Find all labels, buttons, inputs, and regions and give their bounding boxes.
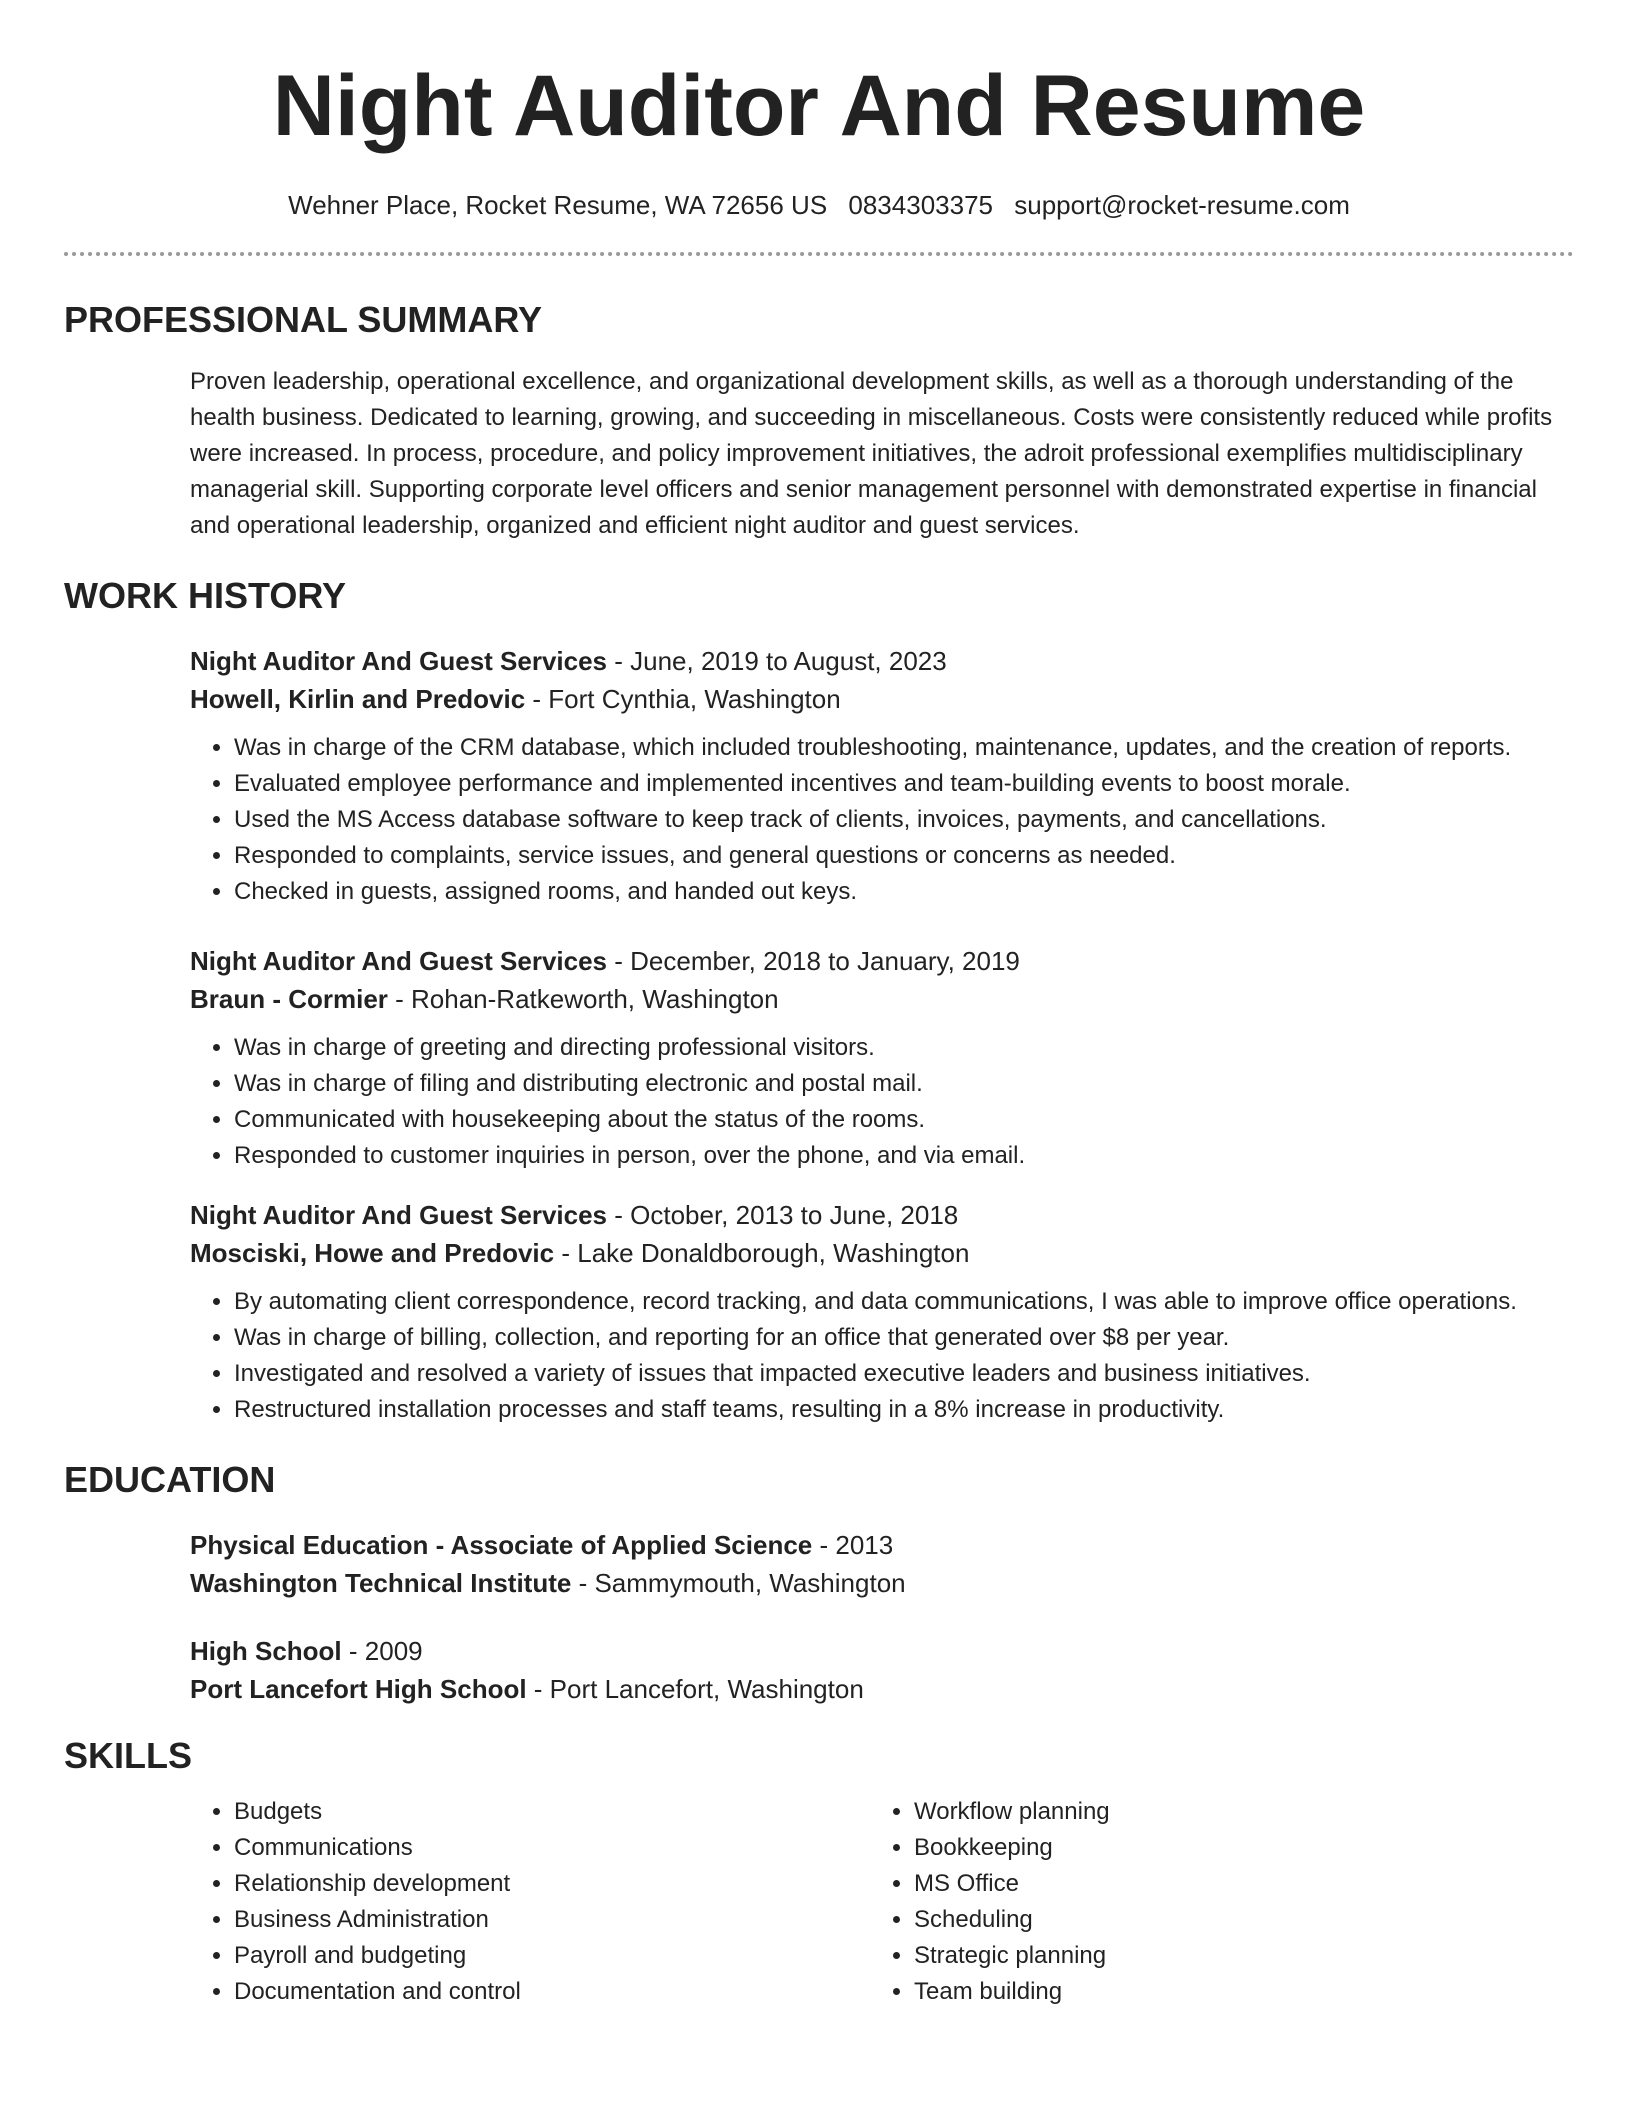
summary-section bbox=[64, 298, 1574, 544]
job-bullet: • Responded to complaints, service issues, and general questions or concerns as needed. bbox=[234, 838, 1574, 874]
education-school: Washington Technical Institute bbox=[190, 1568, 572, 1598]
job-title-line bbox=[190, 1196, 1574, 1234]
skill-item: • Business Administration bbox=[234, 1902, 870, 1938]
education-school-line bbox=[190, 1564, 1574, 1602]
education-school-line bbox=[190, 1670, 1574, 1708]
job-company-line bbox=[190, 1234, 1574, 1272]
contact-email: support@rocket-resume.com bbox=[1014, 190, 1350, 220]
job-title-line bbox=[190, 642, 1574, 680]
skills-columns bbox=[190, 1794, 1574, 2010]
contact-phone: 0834303375 bbox=[848, 190, 993, 220]
resume-name: Night Auditor And Resume bbox=[272, 58, 1366, 154]
education-degree-line bbox=[190, 1526, 1574, 1564]
summary-text: Proven leadership, operational excellence, and organizational development skills, as well as a thorough understanding of the health business. Dedicated to learning, growing, and succeeding in miscellaneous. Costs were consistently reduced while profits were increased. In process, procedure, and policy improvement initiatives, the adroit professional exemplifies multidisciplinary managerial skill. Supporting corporate level officers and senior management personnel with demonstrated expertise in financial and operational leadership, organized and efficient night auditor and guest services. bbox=[190, 368, 1553, 539]
job-bullets bbox=[190, 1030, 1574, 1174]
job-bullets bbox=[190, 730, 1574, 910]
education-school: Port Lancefort High School bbox=[190, 1674, 527, 1704]
skills-section bbox=[64, 1734, 1574, 2010]
skills-list bbox=[190, 1794, 870, 2010]
job-company: Mosciski, Howe and Predovic bbox=[190, 1238, 555, 1268]
skills-column-right bbox=[870, 1794, 1550, 2010]
job-bullet: • Was in charge of billing, collection, and reporting for an office that generated over $8 per year. bbox=[234, 1320, 1574, 1356]
job-title-line bbox=[190, 942, 1574, 980]
job-bullet: • Responded to customer inquiries in person, over the phone, and via email. bbox=[234, 1138, 1574, 1174]
job-entry bbox=[190, 942, 1574, 1174]
education-section bbox=[64, 1458, 1574, 1708]
job-location: - Rohan-Ratkeworth, Washington bbox=[387, 984, 779, 1014]
job-bullet: • Investigated and resolved a variety of issues that impacted executive leaders and business initiatives. bbox=[234, 1356, 1574, 1392]
job-bullet: • Used the MS Access database software to keep track of clients, invoices, payments, and cancellations. bbox=[234, 802, 1574, 838]
job-company: Howell, Kirlin and Predovic bbox=[190, 684, 526, 714]
job-dates: - December, 2018 to January, 2019 bbox=[607, 946, 1020, 976]
job-company: Braun - Cormier bbox=[190, 984, 388, 1014]
skill-item: • Bookkeeping bbox=[914, 1830, 1550, 1866]
education-degree-line bbox=[190, 1632, 1574, 1670]
education-entry bbox=[190, 1526, 1574, 1602]
skill-item: • Payroll and budgeting bbox=[234, 1938, 870, 1974]
education-entry bbox=[190, 1632, 1574, 1708]
education-location: - Sammymouth, Washington bbox=[571, 1568, 906, 1598]
education-degree: High School bbox=[190, 1636, 342, 1666]
job-bullet: • Communicated with housekeeping about the status of the rooms. bbox=[234, 1102, 1574, 1138]
job-company-line bbox=[190, 680, 1574, 718]
header-divider bbox=[64, 252, 1574, 256]
job-entry bbox=[190, 642, 1574, 910]
skill-item: • Strategic planning bbox=[914, 1938, 1550, 1974]
job-bullet: • By automating client correspondence, record tracking, and data communications, I was able to improve office operations. bbox=[234, 1284, 1574, 1320]
job-location: - Lake Donaldborough, Washington bbox=[554, 1238, 970, 1268]
education-location: - Port Lancefort, Washington bbox=[526, 1674, 864, 1704]
resume-page bbox=[64, 0, 1574, 2010]
education-year: - 2013 bbox=[812, 1530, 894, 1560]
skills-column-left bbox=[190, 1794, 870, 2010]
job-bullet: • Evaluated employee performance and implemented incentives and team-building events to boost morale. bbox=[234, 766, 1574, 802]
job-dates: - October, 2013 to June, 2018 bbox=[607, 1200, 959, 1230]
job-position: Night Auditor And Guest Services bbox=[190, 1200, 608, 1230]
skills-list bbox=[870, 1794, 1550, 2010]
contact-line bbox=[64, 188, 1574, 222]
job-location: - Fort Cynthia, Washington bbox=[525, 684, 841, 714]
section-title-education: EDUCATION bbox=[64, 1459, 276, 1500]
job-position: Night Auditor And Guest Services bbox=[190, 946, 608, 976]
work-section bbox=[64, 574, 1574, 1428]
skill-item: • Workflow planning bbox=[914, 1794, 1550, 1830]
section-title-work: WORK HISTORY bbox=[64, 575, 347, 616]
skill-item: • Communications bbox=[234, 1830, 870, 1866]
job-bullet: • Checked in guests, assigned rooms, and handed out keys. bbox=[234, 874, 1574, 910]
job-company-line bbox=[190, 980, 1574, 1018]
job-entry bbox=[190, 1196, 1574, 1428]
job-bullet: • Restructured installation processes and staff teams, resulting in a 8% increase in productivity. bbox=[234, 1392, 1574, 1428]
skill-item: • Budgets bbox=[234, 1794, 870, 1830]
job-bullet: • Was in charge of the CRM database, which included troubleshooting, maintenance, updates, and the creation of reports. bbox=[234, 730, 1574, 766]
job-bullet: • Was in charge of filing and distributing electronic and postal mail. bbox=[234, 1066, 1574, 1102]
contact-address: Wehner Place, Rocket Resume, WA 72656 US bbox=[288, 190, 828, 220]
section-title-summary: PROFESSIONAL SUMMARY bbox=[64, 299, 543, 340]
job-bullet: • Was in charge of greeting and directing professional visitors. bbox=[234, 1030, 1574, 1066]
skill-item: • MS Office bbox=[914, 1866, 1550, 1902]
skill-item: • Team building bbox=[914, 1974, 1550, 2010]
skill-item: • Scheduling bbox=[914, 1902, 1550, 1938]
education-degree: Physical Education - Associate of Applied Science bbox=[190, 1530, 813, 1560]
job-position: Night Auditor And Guest Services bbox=[190, 646, 608, 676]
job-dates: - June, 2019 to August, 2023 bbox=[607, 646, 947, 676]
section-title-skills: SKILLS bbox=[64, 1735, 193, 1776]
skill-item: • Relationship development bbox=[234, 1866, 870, 1902]
skill-item: • Documentation and control bbox=[234, 1974, 870, 2010]
education-year: - 2009 bbox=[341, 1636, 423, 1666]
job-bullets bbox=[190, 1284, 1574, 1428]
